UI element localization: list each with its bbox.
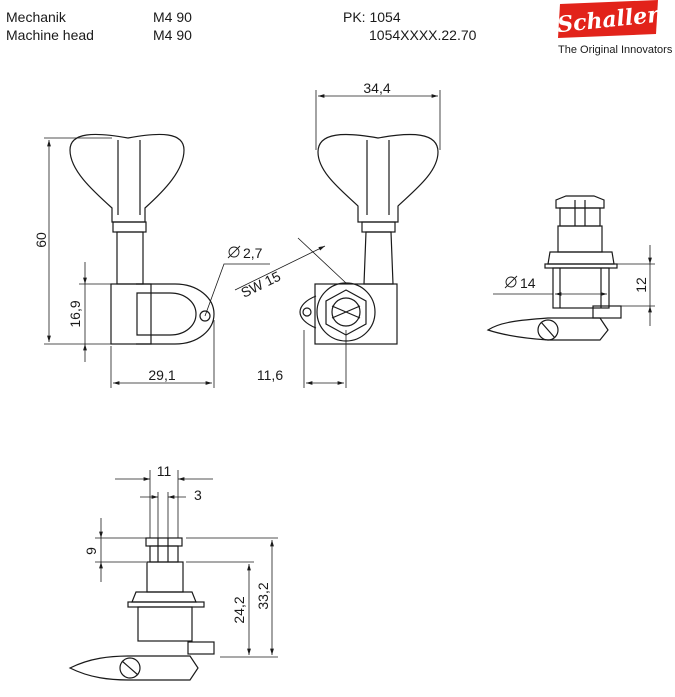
header-label-1: Mechanik — [6, 9, 66, 25]
dim-slot-width: 3 — [194, 487, 202, 503]
side-view-right — [488, 196, 655, 340]
pk-number: PK: 1054 — [343, 9, 401, 25]
dim-height-total: 60 — [33, 232, 49, 248]
header-model-1: M4 90 — [153, 9, 192, 25]
article-number: 1054XXXX.22.70 — [369, 27, 477, 43]
dim-post-len: 24,2 — [231, 596, 247, 624]
dim-hole-dia: 2,7 — [243, 245, 263, 261]
dim-bushing-dia: 14 — [520, 275, 536, 291]
dim-slot-depth: 9 — [83, 547, 99, 555]
diameter-symbol-icon — [505, 276, 517, 288]
logo-brand-text: Schaller — [556, 1, 661, 39]
dim-offset: 11,6 — [256, 367, 284, 383]
dim-width-top: 34,4 — [363, 80, 391, 96]
side-view-left — [44, 134, 270, 388]
dim-post-width: 11 — [156, 463, 172, 479]
dim-depth: 29,1 — [148, 367, 176, 383]
header-label-2: Machine head — [6, 27, 94, 43]
dim-wrench: SW 15 — [238, 267, 284, 301]
dim-side-height: 12 — [633, 277, 649, 293]
header-model-2: M4 90 — [153, 27, 192, 43]
dim-overall: 33,2 — [255, 582, 271, 610]
front-view — [235, 90, 440, 388]
dim-post-height: 16,9 — [67, 300, 83, 328]
bottom-view — [70, 470, 278, 680]
logo-tagline: The Original Innovators — [558, 44, 673, 56]
